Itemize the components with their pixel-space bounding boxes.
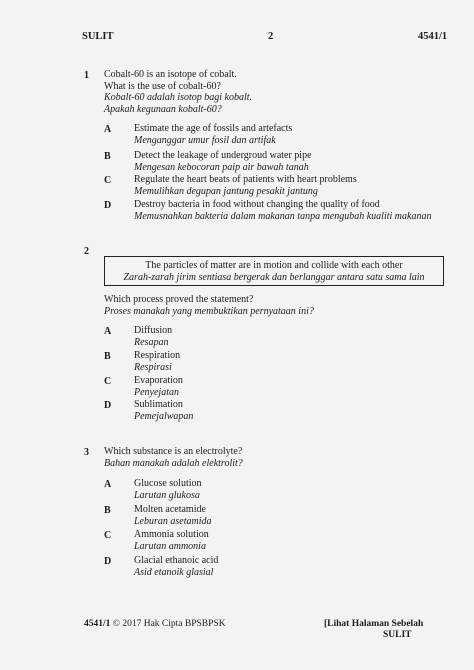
question-1-number: 1 bbox=[84, 70, 89, 81]
question-3-stem bbox=[104, 446, 243, 469]
q2-option-c-ms: Penyejatan bbox=[134, 386, 179, 398]
q3-option-c bbox=[134, 529, 209, 552]
q1-option-c-en: Regulate the heart beats of patients with heart problems bbox=[134, 174, 357, 185]
q3-option-a-ms: Larutan glukosa bbox=[134, 489, 200, 501]
statement-ms: Zarah-zarah jirim sentiasa bergerak dan berlanggar antara satu sama lain bbox=[123, 271, 425, 283]
q2-option-b-en: Respiration bbox=[134, 350, 181, 361]
q3-option-a-en: Glucose solution bbox=[134, 478, 202, 489]
q2-option-a bbox=[134, 325, 172, 348]
q3-stem-en: Which substance is an electrolyte? bbox=[104, 446, 243, 457]
q3-option-c-letter: C bbox=[104, 530, 112, 541]
q1-option-a-en: Estimate the age of fossils and artefacts bbox=[134, 123, 293, 134]
q2-option-a-letter: A bbox=[104, 326, 112, 337]
header-sulit: SULIT bbox=[82, 31, 114, 42]
footer-next-page: [Lihat Halaman Sebelah bbox=[324, 619, 424, 629]
question-3-number: 3 bbox=[84, 447, 89, 458]
q1-stem-line: What is the use of cobalt-60? bbox=[104, 80, 221, 92]
q3-option-b bbox=[134, 504, 212, 527]
q3-option-c-ms: Larutan ammonia bbox=[134, 540, 206, 552]
q2-option-c bbox=[134, 375, 183, 398]
question-2-number: 2 bbox=[84, 246, 89, 257]
q1-stem-ms-line: Apakah kegunaan kobalt-60? bbox=[104, 103, 222, 115]
q3-option-b-en: Molten acetamide bbox=[134, 504, 206, 515]
q2-stem-en: Which process proved the statement? bbox=[104, 294, 254, 305]
statement-en: The particles of matter are in motion and collide with each other bbox=[145, 260, 403, 271]
q3-option-b-letter: B bbox=[104, 505, 111, 516]
q2-option-c-letter: C bbox=[104, 376, 112, 387]
footer-code: 4541/1 bbox=[84, 619, 111, 629]
q1-option-b-ms: Mengesan kebocoran paip air bawah tanah bbox=[134, 161, 309, 173]
q2-option-b-letter: B bbox=[104, 351, 111, 362]
q1-option-a-letter: A bbox=[104, 124, 112, 135]
q1-option-a bbox=[134, 123, 292, 146]
q3-option-d-en: Glacial ethanoic acid bbox=[134, 555, 219, 566]
question-2-stem bbox=[104, 294, 314, 317]
q1-option-b bbox=[134, 150, 312, 173]
footer-copyright: © 2017 Hak Cipta BPSBPSK bbox=[112, 619, 226, 629]
q2-stem-ms: Proses manakah yang membuktikan pernyataan ini? bbox=[104, 305, 314, 317]
q1-option-d-en: Destroy bacteria in food without changing the quality of food bbox=[134, 199, 380, 210]
q3-option-a-letter: A bbox=[104, 479, 112, 490]
q2-option-d-letter: D bbox=[104, 400, 112, 411]
q2-option-c-en: Evaporation bbox=[134, 375, 183, 386]
q3-stem-ms: Bahan manakah adalah elektrolit? bbox=[104, 457, 243, 469]
q2-option-b bbox=[134, 350, 180, 373]
q3-option-d-ms: Asid etanoik glasial bbox=[134, 566, 214, 578]
q1-option-c bbox=[134, 174, 357, 197]
footer-left bbox=[84, 619, 226, 629]
q2-option-d-ms: Pemejalwapan bbox=[134, 410, 194, 422]
q3-option-d bbox=[134, 555, 218, 578]
question-1-stem bbox=[104, 69, 252, 115]
q1-option-c-ms: Memulihkan degupan jantung pesakit jantung bbox=[134, 185, 318, 197]
q1-option-a-ms: Menganggar umur fosil dan artifak bbox=[134, 134, 276, 146]
q1-option-b-letter: B bbox=[104, 151, 111, 162]
page-number: 2 bbox=[268, 31, 274, 42]
q2-option-d-en: Sublimation bbox=[134, 399, 183, 410]
q3-option-b-ms: Leburan asetamida bbox=[134, 515, 212, 527]
q1-stem-line: Cobalt-60 is an isotope of cobalt. bbox=[104, 69, 237, 80]
q1-option-d bbox=[134, 199, 431, 222]
q3-option-d-letter: D bbox=[104, 556, 112, 567]
q2-option-b-ms: Respirasi bbox=[134, 361, 172, 373]
q1-option-d-ms: Memusnahkan bakteria dalam makanan tanpa mengubah kualiti makanan bbox=[134, 210, 432, 222]
footer-sulit: SULIT bbox=[383, 630, 412, 640]
q2-option-a-ms: Resapan bbox=[134, 336, 169, 348]
statement-box bbox=[104, 256, 444, 286]
q3-option-a bbox=[134, 478, 202, 501]
q2-option-a-en: Diffusion bbox=[134, 325, 173, 336]
q3-option-c-en: Ammonia solution bbox=[134, 529, 209, 540]
q1-option-b-en: Detect the leakage of undergroud water pipe bbox=[134, 150, 312, 161]
q1-option-d-letter: D bbox=[104, 200, 112, 211]
paper-code: 4541/1 bbox=[418, 31, 448, 42]
q1-option-c-letter: C bbox=[104, 175, 112, 186]
q2-option-d bbox=[134, 399, 193, 422]
q1-stem-ms-line: Kobalt-60 adalah isotop bagi kobalt. bbox=[104, 92, 253, 103]
